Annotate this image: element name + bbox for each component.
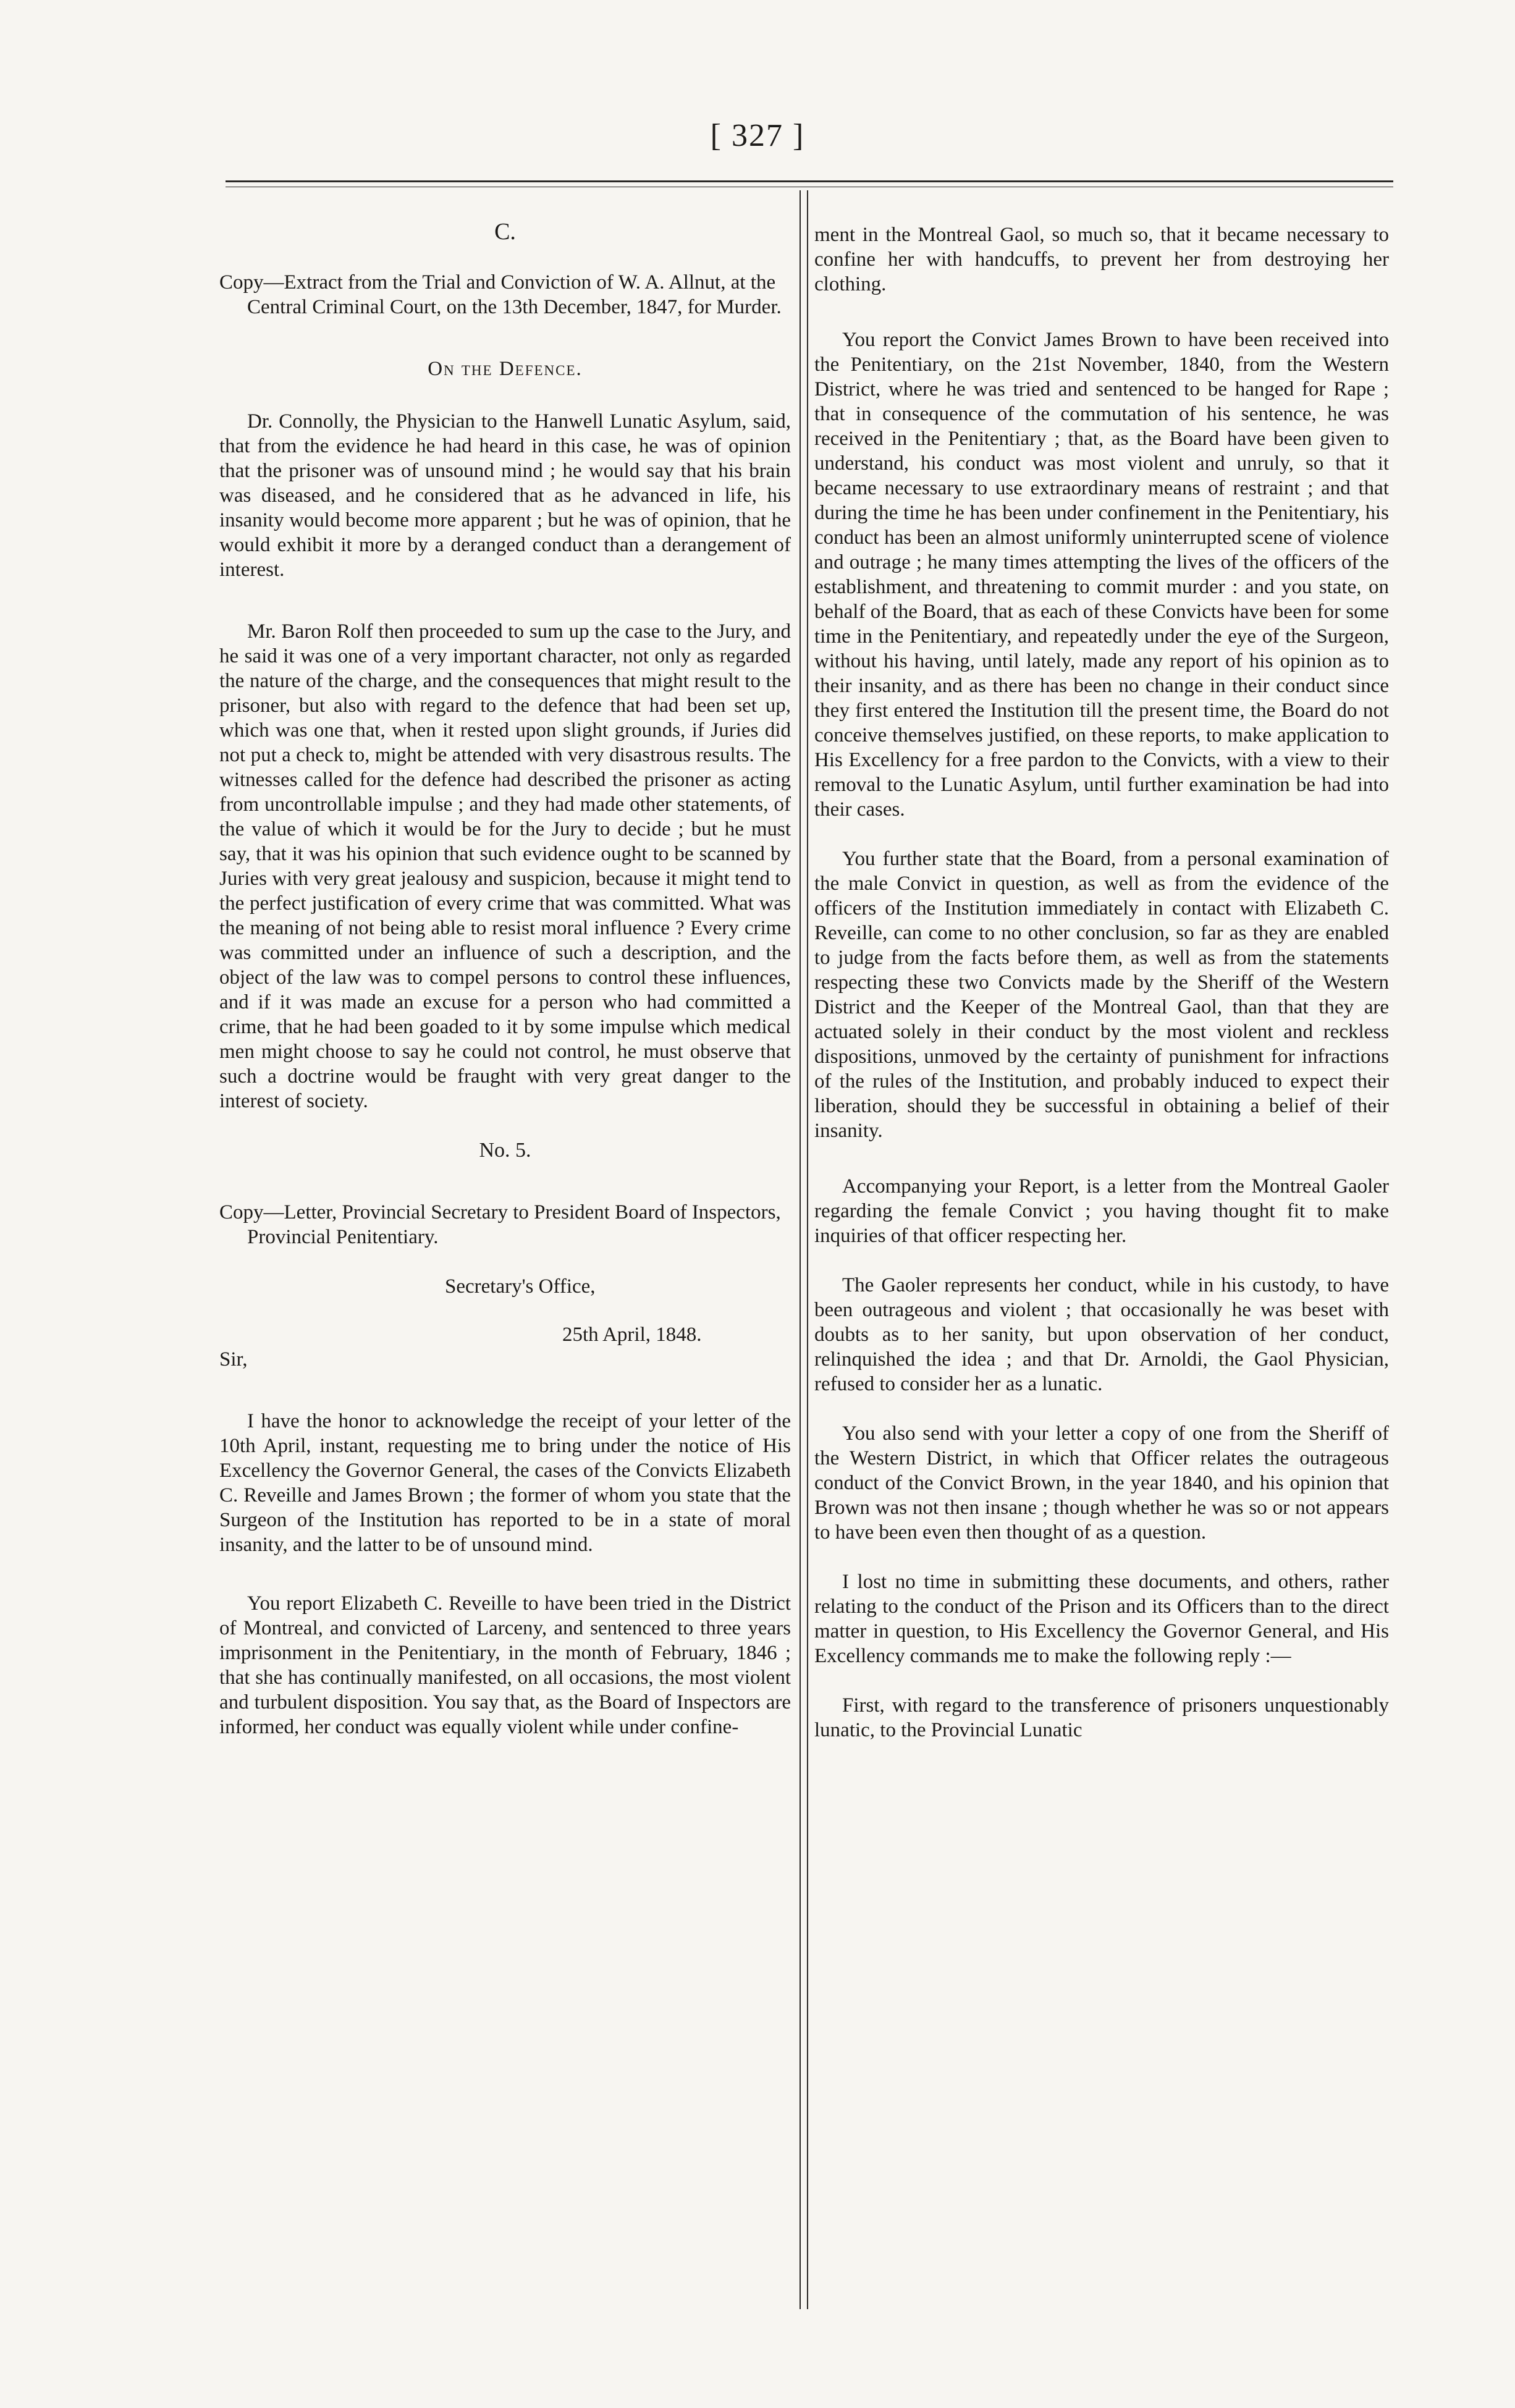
paragraph-continuation: ment in the Montreal Gaol, so much so, that it became necessary to confine her with handcuffs, to prevent her from destroying her clothing. bbox=[814, 224, 1389, 295]
column-divider bbox=[800, 190, 808, 2309]
paragraph-acknowledge: I have the honor to acknowledge the receipt of your letter of the 10th April, instant, requesting me to bring under the notice of His Excellency the Governor General, the cases of the Convicts Elizabeth C. Reveille and James Brown ; the former of whom you state that the Surgeon of the Institution has reported to be in a state of moral insanity, and the latter to be of unsound mind. bbox=[219, 1410, 791, 1556]
left-column bbox=[219, 219, 791, 1764]
paragraph-brown: You report the Convict James Brown to have been received into the Penitentiary, on the 21st November, 1840, from the Western District, where he was tried and sentenced to be hanged for Rape ; that in consequence of the commutation of his sentence, he was received in the Penitentiary ; that, as the Board have been given to understand, his conduct was most violent and unruly, so that it became necessary to use extraordinary means of restraint ; and that during the time he has been under confinement in the Penitentiary, his conduct has been an almost uniformly uninterrupted scene of violence and outrage ; he many times attempting the lives of the officers of the establishment, and threatening to commit murder : and you state, on behalf of the Board, that as each of these Convicts have been for some time in the Penitentiary, and repeatedly under the eye of the Surgeon, without his having, until lately, made any report of his opinion as to their insanity, and as there has been no change in their conduct since they first entered the Institution till the present time, the Board do not conceive themselves justified, on these reports, to make application to His Excellency for a free pardon to the Convicts, with a view to their removal to the Lunatic Asylum, until further examination be had into their cases. bbox=[814, 329, 1389, 821]
paragraph-first: First, with regard to the transference of prisoners unquestionably lunatic, to the Provincial Lunatic bbox=[814, 1694, 1389, 1741]
document-number: No. 5. bbox=[479, 1139, 531, 1162]
paragraph-gaoler: The Gaoler represents her conduct, while in his custody, to have been outrageous and violent ; that occasionally he was beset with doubts as to her sanity, but upon observation of her conduct, relinquished the idea ; and that Dr. Arnoldi, the Gaol Physician, refused to consider her as a lunatic. bbox=[814, 1274, 1389, 1395]
extract-heading: Copy—Extract from the Trial and Conviction of W. A. Allnut, at the Central Criminal Court, on the 13th December, 1847, for Murder. bbox=[219, 271, 782, 318]
salutation: Sir, bbox=[219, 1348, 248, 1371]
letter-heading: Copy—Letter, Provincial Secretary to President Board of Inspectors, Provincial Penitentiary. bbox=[219, 1201, 781, 1248]
paragraph-lost-no-time: I lost no time in submitting these documents, and others, rather relating to the conduct of the Prison and its Officers than to the direct matter in question, to His Excellency the Governor General, and His Excellency commands me to make the following reply :— bbox=[814, 1571, 1389, 1667]
right-column bbox=[814, 222, 1389, 1767]
section-letter: C. bbox=[494, 219, 516, 245]
letter-date: 25th April, 1848. bbox=[562, 1324, 702, 1346]
paragraph-connolly: Dr. Connolly, the Physician to the Hanwell Lunatic Asylum, said, that from the evidence he had heard in this case, he was of opinion that the prisoner was of unsound mind ; he would say that his brain was diseased, and he considered that as he advanced in life, his insanity would become more apparent ; but he was of opinion, that he would exhibit it more by a deranged conduct than a derangement of interest. bbox=[219, 410, 791, 581]
paragraph-reveille: You report Elizabeth C. Reveille to have been tried in the District of Montreal, and convicted of Larceny, and sentenced to three years imprisonment in the Penitentiary, in the month of February, 1846 ; that she has continually manifested, on all occasions, the most violent and turbulent disposition. You say that, as the Board of Inspectors are informed, her conduct was equally violent while under confine- bbox=[219, 1592, 791, 1738]
paragraph-sheriff: You also send with your letter a copy of one from the Sheriff of the Western District, in which that Officer relates the outrageous conduct of the Convict Brown, in the year 1840, and his opinion that Brown was not then insane ; though whether he was so or not appears to have been even then thought of as a question. bbox=[814, 1422, 1389, 1544]
page-number: [ 327 ] bbox=[710, 118, 805, 153]
paragraph-further: You further state that the Board, from a personal examination of the male Convict in question, as well as from the evidence of the officers of the Institution immediately in contact with Elizabeth C. Reveille, can come to no other conclusion, so far as they are enabled to judge from the facts before them, as well as from the statements respecting these two Convicts made by the Sheriff of the Western District and the Keeper of the Montreal Gaol, than that they are actuated solely in their conduct by the most violent and reckless dispositions, unmoved by the certainty of punishment for infractions of the rules of the Institution, and probably induced to expect their liberation, should they be successful in obtaining a belief of their insanity. bbox=[814, 848, 1389, 1142]
top-rule bbox=[226, 180, 1393, 182]
paragraph-accompanying: Accompanying your Report, is a letter from the Montreal Gaoler regarding the female Convict ; you having thought fit to make inquiries of that officer respecting her. bbox=[814, 1175, 1389, 1247]
defence-heading: On the Defence. bbox=[428, 358, 583, 380]
secretary-office: Secretary's Office, bbox=[445, 1275, 596, 1298]
paragraph-rolf: Mr. Baron Rolf then proceeded to sum up the case to the Jury, and he said it was one of a very important character, not only as regarded the nature of the charge, and the consequences that might result to the prisoner, but also with regard to the defence that had been set up, which was one that, when it rested upon slight grounds, if Juries did not put a check to, might be attended with very disastrous results. The witnesses called for the defence had described the prisoner as acting from uncontrollable impulse ; and they had made other statements, of the value of which it would be for the Jury to decide ; but he must say, that it was his opinion that such evidence ought to be scanned by Juries with very great jealousy and suspicion, because it might tend to the perfect justification of every crime that was committed. What was the meaning of not being able to resist moral influence ? Every crime was committed under an influence of such a description, and the object of the law was to compel persons to control these influences, and if it was made an excuse for a person who had committed a crime, that he had been goaded to it by some impulse which medical men might choose to say he could not control, he must observe that such a doctrine would be fraught with very great danger to the interest of society. bbox=[219, 620, 791, 1112]
